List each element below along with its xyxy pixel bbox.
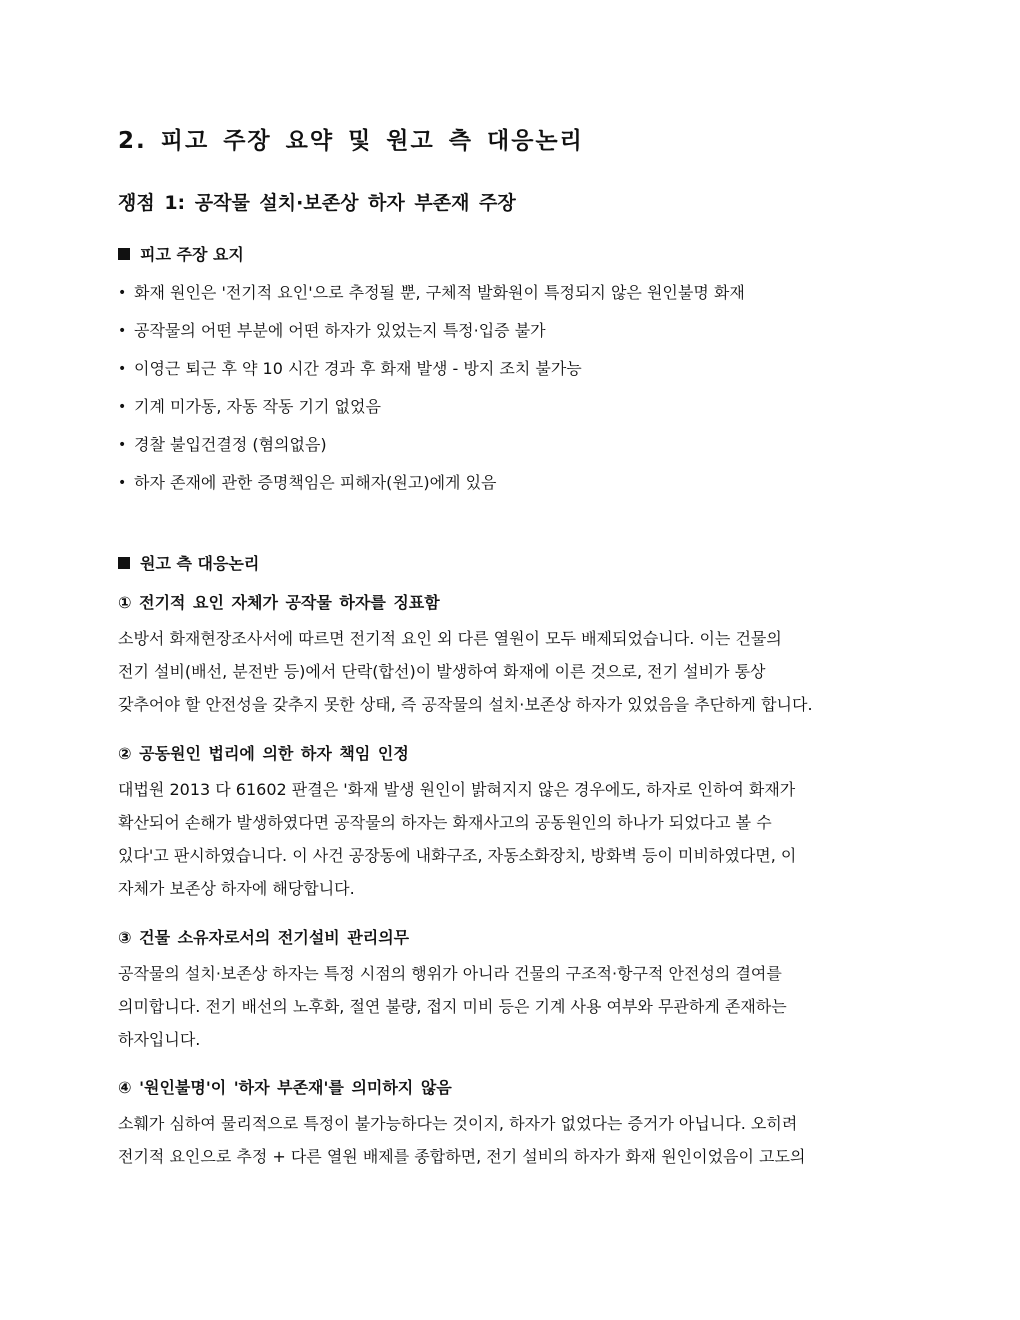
square-bullet-icon [118,248,130,260]
plaintiff-heading-text: 원고 측 대응논리 [140,554,260,573]
point-4-title: ④ '원인불명'이 '하자 부존재'를 의미하지 않음 [118,1078,452,1097]
point-1-body: 소방서 화재현장조사서에 따르면 전기적 요인 외 다른 열원이 모두 배제되었습니다. 이는 건물의 전기 설비(배선, 분전반 등)에서 단락(합선)이 발생하여 화재에 이른 것으로, 전기 설비가 통상 갖추어야 할 안전성을 갖추지 못한 상태, 즉 공작물의 설치·보존상 하자가 있었음을 추단하게 합니다. [118,629,813,714]
bullet-dot-icon: • [118,285,127,301]
defendant-bullet-list [118,281,745,509]
list-item: • 기계 미가동, 자동 작동 기기 없었음 [118,395,745,433]
bullet-dot-icon: • [118,437,127,453]
list-item: • 이영근 퇴근 후 약 10 시간 경과 후 화재 발생 - 방지 조치 불가능 [118,357,745,395]
point-1-title: ① 전기적 요인 자체가 공작물 하자를 징표함 [118,593,440,612]
square-bullet-icon [118,557,130,569]
point-3-body: 공작물의 설치·보존상 하자는 특정 시점의 행위가 아니라 건물의 구조적·항구적 안전성의 결여를 의미합니다. 전기 배선의 노후화, 절연 불량, 접지 미비 등은 기계 사용 여부와 무관하게 존재하는 하자입니다. [118,964,787,1049]
point-2-body: 대법원 2013 다 61602 판결은 '화재 발생 원인이 밝혀지지 않은 경우에도, 하자로 인하여 화재가 확산되어 손해가 발생하였다면 공작물의 하자는 화재사고의 공동원인의 하나가 되었다고 볼 수 있다'고 판시하였습니다. 이 사건 공장동에 내화구조, 자동소화장치, 방화벽 등이 미비하였다면, 이 자체가 보존상 하자에 해당합니다. [118,780,797,898]
defendant-heading [118,242,244,265]
bullet-dot-icon: • [118,475,127,491]
list-item: • 화재 원인은 '전기적 요인'으로 추정될 뿐, 구체적 발화원이 특정되지 않은 원인불명 화재 [118,281,745,319]
point-3-title: ③ 건물 소유자로서의 전기설비 관리의무 [118,928,410,947]
bullet-dot-icon: • [118,399,127,415]
bullet-dot-icon: • [118,361,127,377]
point-2-title: ② 공동원인 법리에 의한 하자 책임 인정 [118,744,409,763]
list-item: • 하자 존재에 관한 증명책임은 피해자(원고)에게 있음 [118,471,745,509]
list-item: • 공작물의 어떤 부분에 어떤 하자가 있었는지 특정·입증 불가 [118,319,745,357]
plaintiff-heading [118,551,259,574]
issue-title: 쟁점 1: 공작물 설치·보존상 하자 부존재 주장 [118,192,516,214]
bullet-dot-icon: • [118,323,127,339]
list-item: • 경찰 불입건결정 (혐의없음) [118,433,745,471]
defendant-heading-text: 피고 주장 요지 [140,245,244,264]
point-4-body: 소훼가 심하여 물리적으로 특정이 불가능하다는 것이지, 하자가 없었다는 증거가 아닙니다. 오히려 전기적 요인으로 추정 + 다른 열원 배제를 종합하면, 전기 설비의 하자가 화재 원인이었음이 고도의 [118,1114,806,1166]
section-heading: 2. 피고 주장 요약 및 원고 측 대응논리 [118,128,584,154]
